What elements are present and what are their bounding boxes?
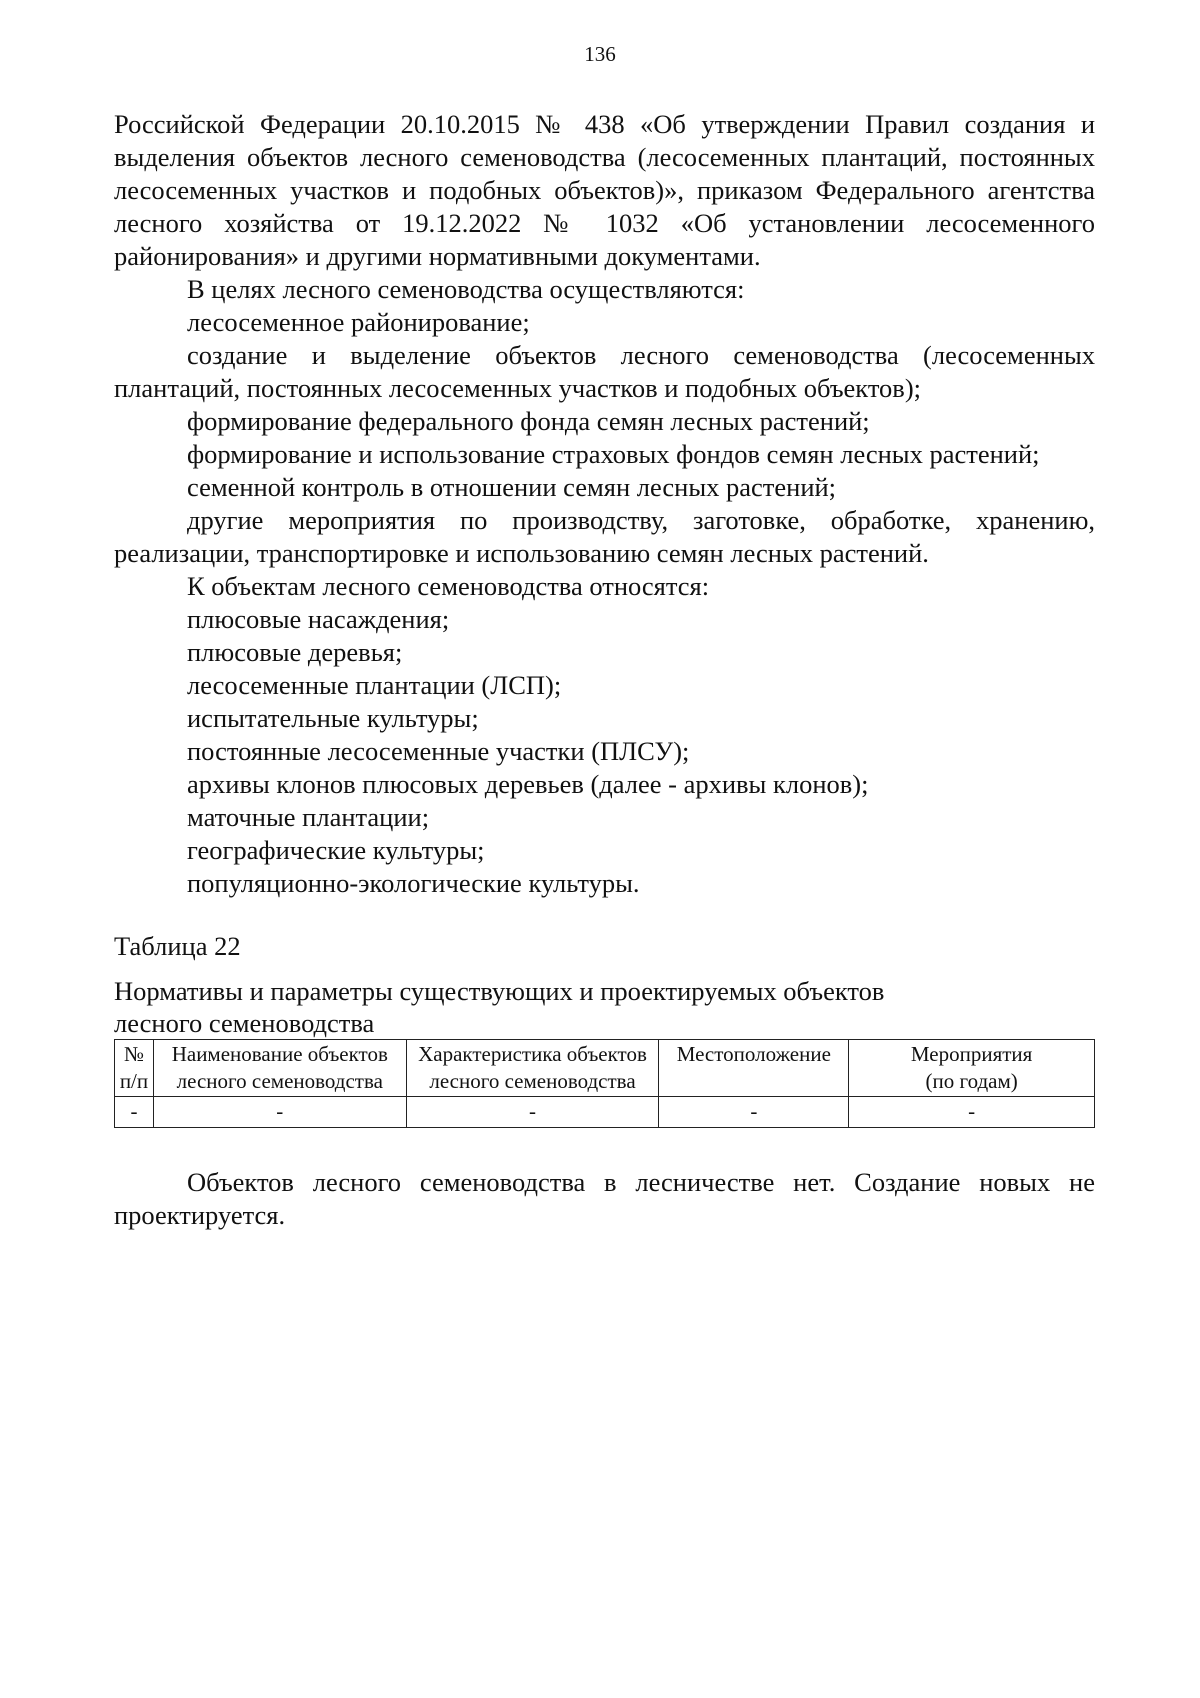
header-line: Характеристика объектов [418,1042,647,1066]
table-caption [114,963,1095,1039]
list-item: другие мероприятия по производству, заготовке, обработке, хранению, реализации, транспортировке и использованию семян лесных растений. [114,505,1095,568]
header-line: Наименование объектов [171,1042,388,1066]
header-line: (по годам) [925,1069,1018,1093]
list-item: формирование и использование страховых фондов семян лесных растений; [187,439,1040,469]
table-cell: - [153,1097,406,1128]
table-cell: - [115,1097,154,1128]
list-item: лесосеменные плантации (ЛСП); [187,670,562,700]
header-line: лесного семеноводства [176,1069,383,1093]
list-item: плюсовые насаждения; [187,604,450,634]
header-number [115,1040,154,1097]
header-line: Местоположение [676,1042,831,1066]
header-object-name [153,1040,406,1097]
header-line: Мероприятия [910,1042,1033,1066]
list-item: географические культуры; [187,835,485,865]
list-item: семенной контроль в отношении семян лесных растений; [187,472,837,502]
header-line: лесного семеноводства [429,1069,636,1093]
list-item: маточные плантации; [187,802,430,832]
page-number: 136 [584,42,616,66]
list-item: создание и выделение объектов лесного семеноводства (лесосеменных плантаций, постоянных лесосеменных участков и подобных объектов); [114,340,1095,403]
table-row [115,1097,1095,1128]
paragraph-purposes-heading: В целях лесного семеноводства осуществляются: [187,274,745,304]
list-item: плюсовые деревья; [187,637,403,667]
table-label: Таблица 22 [114,931,241,961]
header-location [659,1040,849,1097]
table-cell: - [406,1097,659,1128]
table-header-row [115,1040,1095,1097]
table-cell: - [659,1097,849,1128]
paragraph-closing: Объектов лесного семеноводства в лесничестве нет. Создание новых не проектируется. [114,1167,1095,1230]
header-line: п/п [119,1069,149,1093]
table-cell: - [849,1097,1095,1128]
list-item: архивы клонов плюсовых деревьев (далее - архивы клонов); [187,769,869,799]
table-caption-line: Нормативы и параметры существующих и проектируемых объектов [114,976,885,1006]
header-line: № [123,1042,144,1066]
list-item: популяционно-экологические культуры. [187,868,640,898]
list-item: постоянные лесосеменные участки (ПЛСУ); [187,736,690,766]
list-item: испытательные культуры; [187,703,479,733]
header-activities [849,1040,1095,1097]
table-caption-line: лесного семеноводства [114,1008,375,1038]
document-body [114,108,1095,1232]
list-item: формирование федерального фонда семян лесных растений; [187,406,870,436]
header-object-characteristics [406,1040,659,1097]
paragraph-objects-heading: К объектам лесного семеноводства относятся: [187,571,710,601]
seed-objects-table [114,1039,1095,1128]
list-item: лесосеменное районирование; [187,307,530,337]
paragraph-intro: Российской Федерации 20.10.2015 № 438 «Об утверждении Правил создания и выделения объектов лесного семеноводства (лесосеменных плантаций, постоянных лесосеменных участков и подобных объектов)», приказом Федерального агентства лесного хозяйства от 19.12.2022 № 1032 «Об установлении лесосеменного районирования» и другими нормативными документами. [114,109,1095,271]
